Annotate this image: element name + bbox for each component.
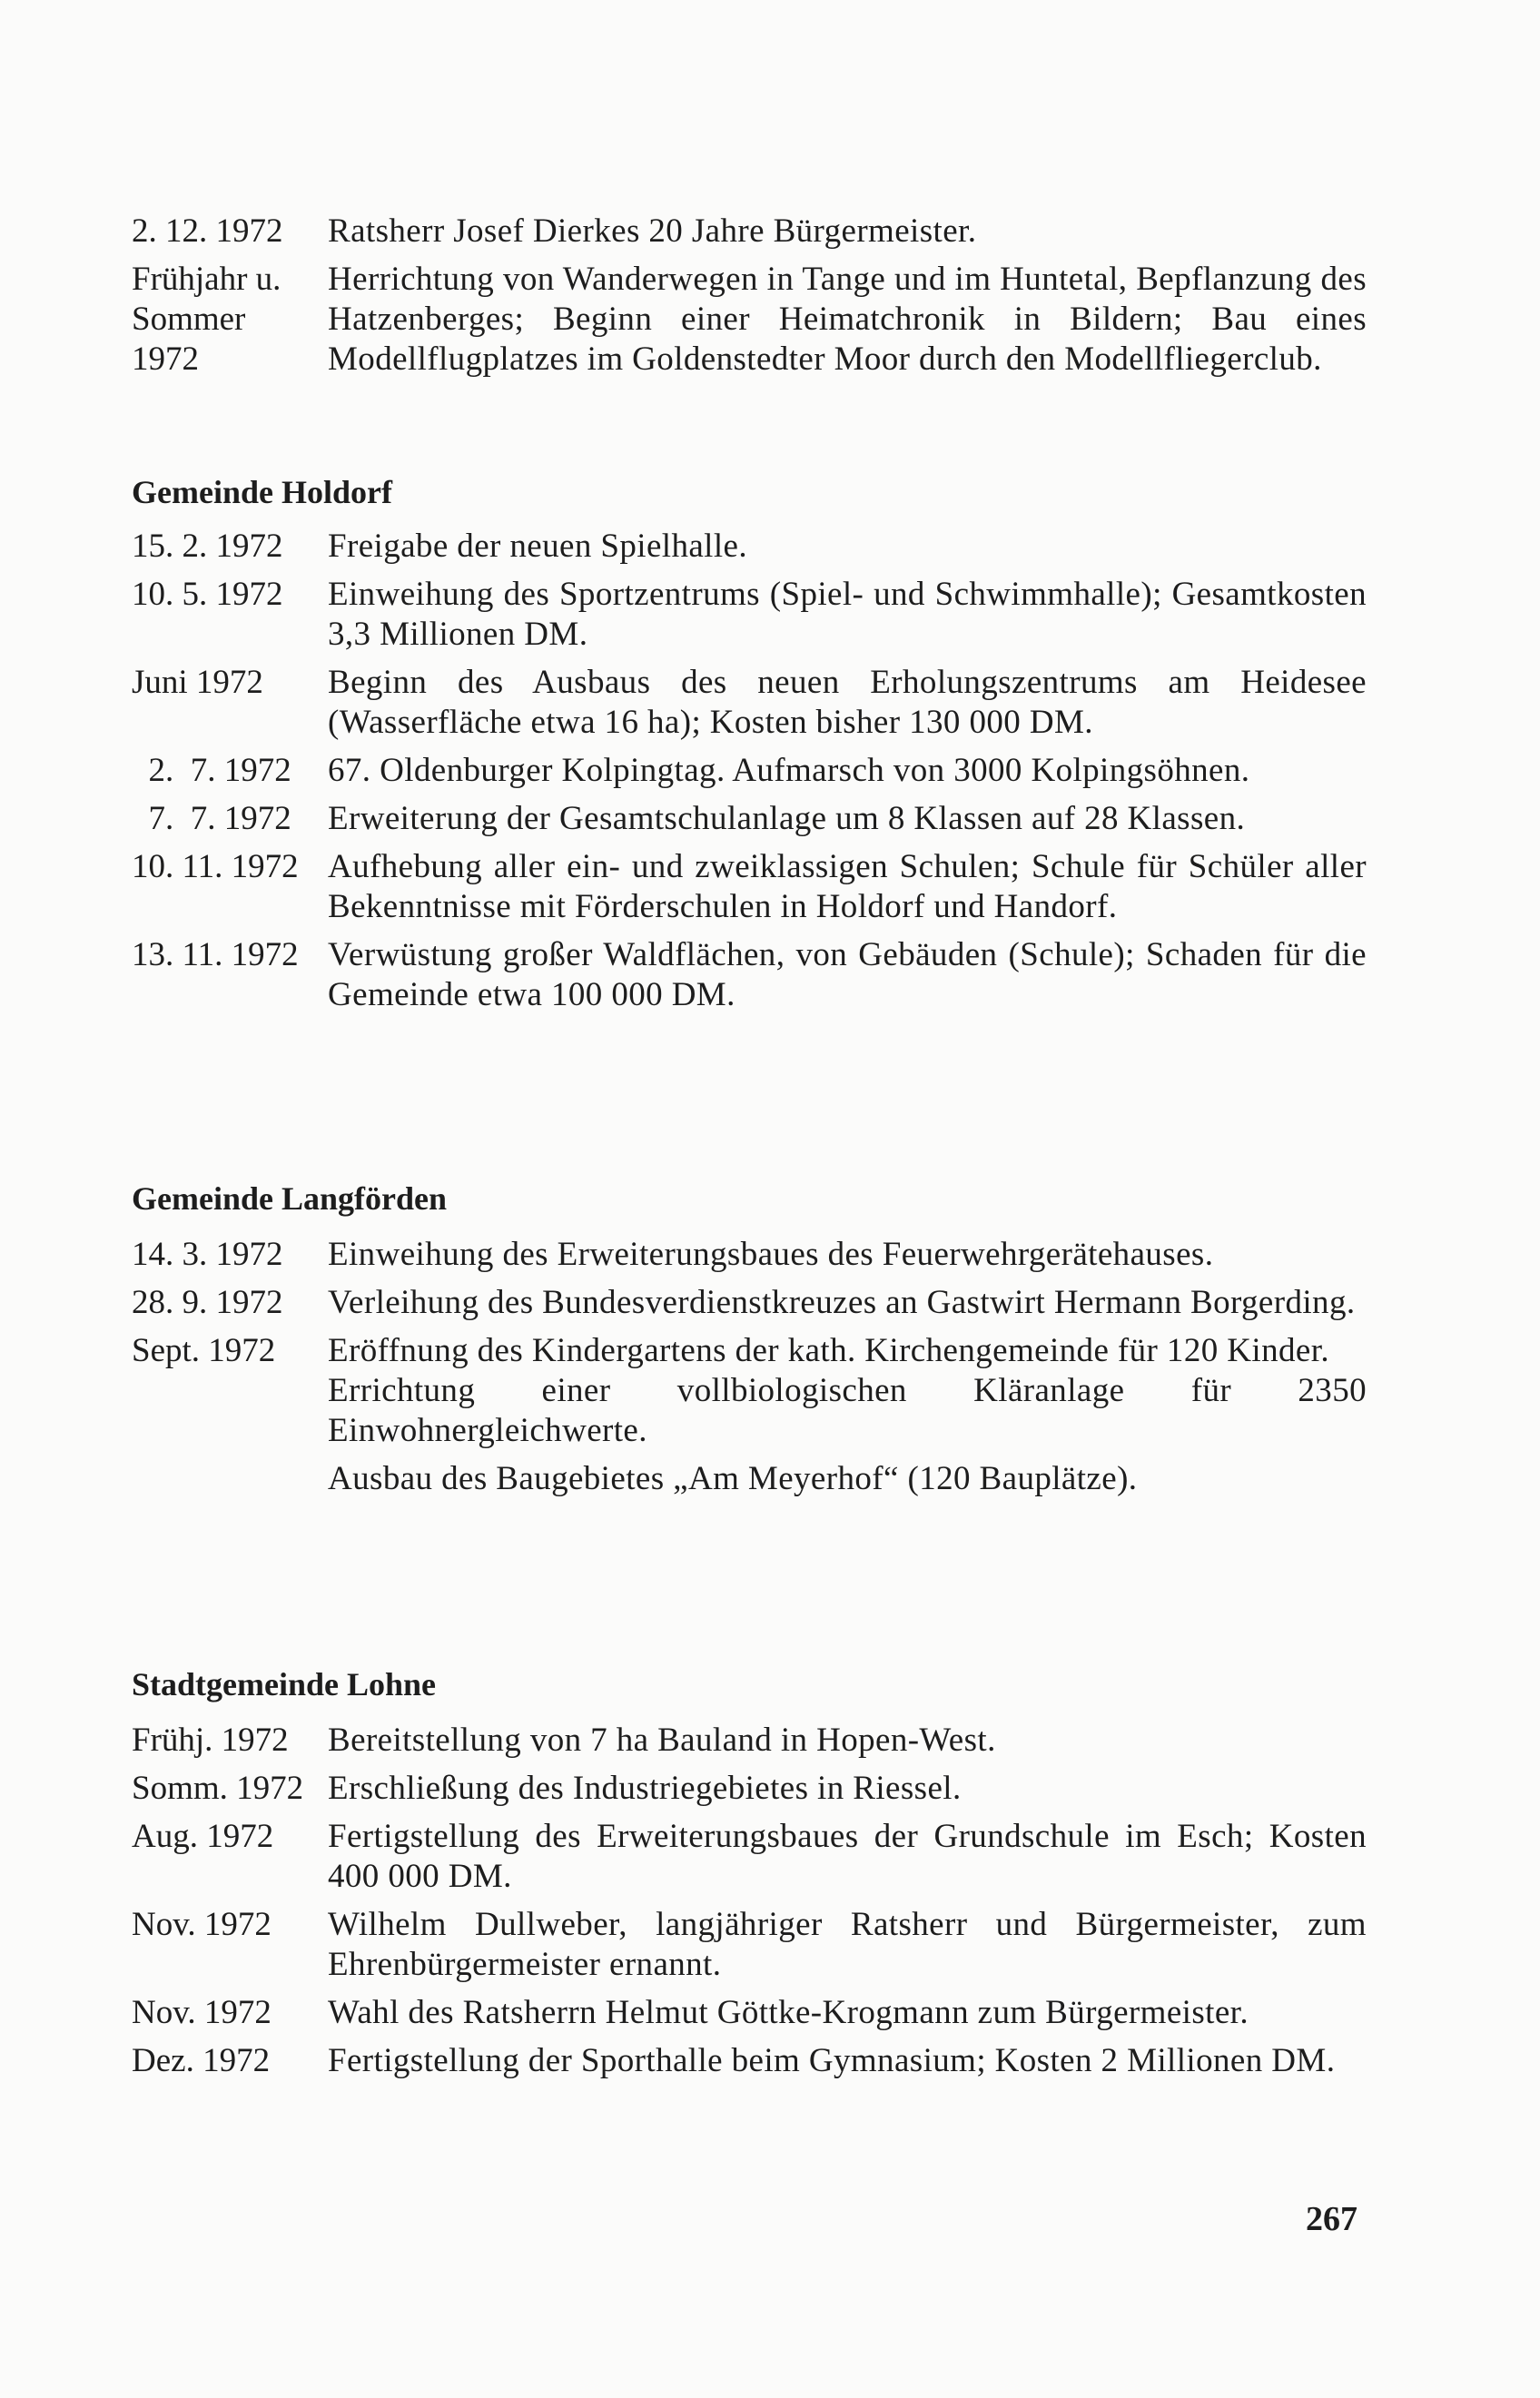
chronicle-entry [132,935,1367,1015]
entry-date: 2. 7. 1972 [132,752,291,789]
entry-date: Nov. 1972 [132,1994,271,2031]
entry-text: Fertigstellung des Erweiterungsbaues der Grundschule im Esch; Kosten 400 000 DM. [328,1818,1367,1895]
entry-date: 15. 2. 1972 [132,528,283,565]
entry-date: 14. 3. 1972 [132,1236,283,1273]
entry-text: Freigabe der neuen Spielhalle. [328,528,747,565]
section-heading-lohne: Stadtgemeinde Lohne [132,1666,437,1702]
entry-text: Erweiterung der Gesamtschulanlage um 8 Klassen auf 28 Klassen. [328,800,1246,837]
entry-date: 7. 7. 1972 [132,800,291,837]
chronicle-entry [132,575,1367,655]
entry-text: Einweihung des Erweiterungsbaues des Feuerwehrgerätehauses. [328,1236,1214,1273]
section-heading-holdorf: Gemeinde Holdorf [132,474,392,510]
chronicle-entry [132,1331,1367,1499]
entry-date: Frühj. 1972 [132,1722,289,1759]
entry-text: Bereitstellung von 7 ha Bauland in Hopen-West. [328,1722,996,1759]
entry-text: Verleihung des Bundesverdienstkreuzes an Gastwirt Hermann Borgerding. [328,1284,1356,1321]
entry-text: Ratsherr Josef Dierkes 20 Jahre Bürgermeister. [328,212,977,250]
page-number: 267 [1306,2200,1357,2238]
entry-text: Errichtung einer vollbiologischen Kläranlage für 2350 Einwohnergleichwerte. [328,1372,1367,1449]
entry-date: 13. 11. 1972 [132,936,299,973]
entry-date: Nov. 1972 [132,1906,271,1943]
chronicle-entry [132,799,1367,839]
chronicle-entry [132,1993,1367,2033]
entry-date: 2. 12. 1972 [132,212,283,250]
chronicle-entry [132,260,1367,380]
entry-text: Wahl des Ratsherrn Helmut Göttke-Krogmann zum Bürgermeister. [328,1994,1249,2031]
entry-date: 28. 9. 1972 [132,1284,283,1321]
entry-date: Juni 1972 [132,664,263,701]
chronicle-entry [132,1905,1367,1985]
section-heading-langfoerden: Gemeinde Langförden [132,1180,447,1217]
lohne-section [132,1721,1367,2081]
chronicle-entry [132,847,1367,927]
chronicle-entry [132,1721,1367,1761]
entry-text: Eröffnung des Kindergartens der kath. Kirchengemeinde für 120 Kinder. [328,1332,1330,1369]
entry-text: Beginn des Ausbaus des neuen Erholungszentrums am Heidesee (Wasserfläche etwa 16 ha); Kosten bisher 130 000 DM. [328,664,1367,741]
entry-date: Dez. 1972 [132,2042,271,2079]
entry-date: Aug. 1972 [132,1818,274,1855]
entry-text: Verwüstung großer Waldflächen, von Gebäuden (Schule); Schaden für die Gemeinde etwa 100 000 DM. [328,936,1367,1013]
langfoerden-section [132,1235,1367,1499]
chronicle-entry [132,751,1367,791]
chronicle-entry [132,212,1367,252]
chronicle-entry [132,1235,1367,1275]
entry-date: 10. 11. 1972 [132,848,299,885]
holdorf-section [132,527,1367,1015]
intro-section [132,212,1367,380]
chronicle-entry [132,527,1367,567]
chronicle-entry [132,1283,1367,1323]
entry-text-group [328,1331,1367,1499]
entry-date: 10. 5. 1972 [132,576,283,613]
chronicle-entry [132,663,1367,743]
entry-text: Herrichtung von Wanderwegen in Tange und im Huntetal, Bepflanzung des Hatzenberges; Beginn einer Heimatchronik in Bildern; Bau eines Modellflugplatzes im Goldenstedter Moor durch den Modellfliegerclub. [328,261,1367,378]
chronicle-entry [132,1817,1367,1897]
chronicle-entry [132,2041,1367,2081]
entry-date: Somm. 1972 [132,1770,304,1807]
entry-text: Fertigstellung der Sporthalle beim Gymnasium; Kosten 2 Millionen DM. [328,2042,1336,2079]
entry-text: Ausbau des Baugebietes „Am Meyerhof“ (120 Bauplätze). [328,1460,1138,1497]
entry-text: Erschließung des Industriegebietes in Riessel. [328,1770,962,1807]
entry-date: Sept. 1972 [132,1332,276,1369]
entry-text: Wilhelm Dullweber, langjähriger Ratsherr und Bürgermeister, zum Ehrenbürgermeister ernannt. [328,1906,1367,1983]
entry-text: Aufhebung aller ein- und zweiklassigen Schulen; Schule für Schüler aller Bekenntnisse mit Förderschulen in Holdorf und Handorf. [328,848,1367,925]
chronicle-entry [132,1769,1367,1809]
entry-text: 67. Oldenburger Kolpingtag. Aufmarsch von 3000 Kolpingsöhnen. [328,752,1250,789]
entry-text: Einweihung des Sportzentrums (Spiel- und Schwimmhalle); Gesamtkosten 3,3 Millionen DM. [328,576,1367,653]
entry-date: Frühjahr u. Sommer 1972 [132,261,281,378]
